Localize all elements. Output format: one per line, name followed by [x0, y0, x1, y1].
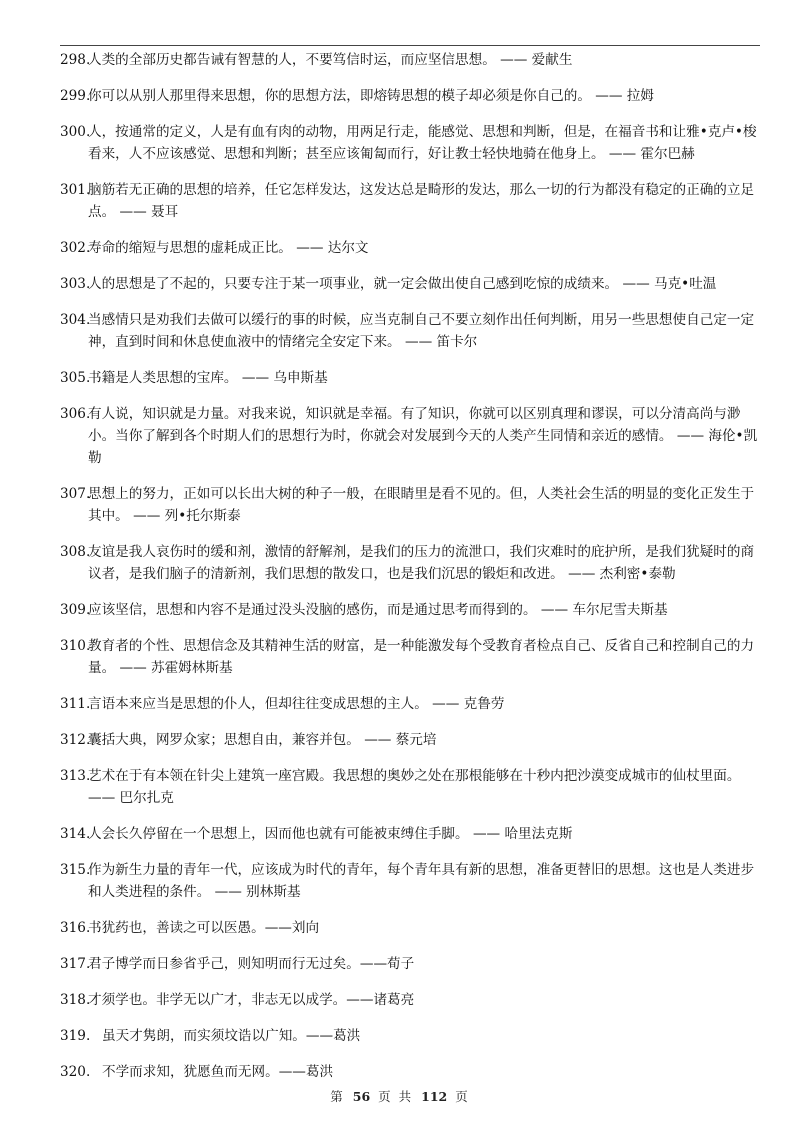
- quote-number: 302.: [60, 240, 91, 256]
- quote-number: 316.: [60, 920, 91, 936]
- quote-text: 言语本来应当是思想的仆人，但却往往变成思想的主人。 —— 克鲁劳: [88, 696, 505, 712]
- quote-text: 作为新生力量的青年一代，应该成为时代的青年，每个青年具有新的思想，准备更替旧的思想。这也是人类进步和人类进程的条件。 —— 别林斯基: [88, 862, 755, 900]
- quote-number: 306.: [60, 406, 91, 422]
- quote-text: 当感情只是劝我们去做可以缓行的事的时候，应当克制自己不要立刻作出任何判断，用另一些思想使自己定一定神，直到时间和休息使血液中的情绪完全安定下来。 —— 笛卡尔: [88, 312, 755, 350]
- quote-number: 320.: [60, 1064, 91, 1080]
- quote-item: [60, 1025, 766, 1047]
- quote-item: [60, 483, 766, 527]
- quote-number: 315.: [60, 862, 91, 878]
- quote-item: [60, 693, 766, 715]
- quote-text: 不学而求知，犹愿鱼而无网。——葛洪: [102, 1064, 334, 1080]
- quote-item: [60, 541, 766, 585]
- quote-item: [60, 917, 766, 939]
- quote-number: 300.: [60, 124, 91, 140]
- quote-number: 298.: [60, 52, 91, 68]
- total-page-number: 112: [421, 1089, 448, 1104]
- quote-text: 才须学也。非学无以广才，非志无以成学。——诸葛亮: [88, 992, 415, 1008]
- page-footer: [0, 1087, 800, 1105]
- quote-item: [60, 367, 766, 389]
- quote-number: 311.: [60, 696, 91, 712]
- quote-number: 309.: [60, 602, 91, 618]
- quote-number: 314.: [60, 826, 91, 842]
- quote-number: 313.: [60, 768, 91, 784]
- quote-number: 310.: [60, 638, 91, 654]
- quote-item: [60, 121, 766, 165]
- quote-text: 君子博学而日参省乎己，则知明而行无过矣。——荀子: [88, 956, 415, 972]
- quote-text: 人类的全部历史都告诫有智慧的人，不要笃信时运，而应坚信思想。 —— 爱献生: [88, 52, 573, 68]
- quote-number: 307.: [60, 486, 91, 502]
- quote-text: 脑筋若无正确的思想的培养，任它怎样发达，这发达总是畸形的发达，那么一切的行为都没有稳定的正确的立足点。 —— 聂耳: [88, 182, 755, 220]
- quote-list: [60, 49, 766, 1097]
- quote-number: 301.: [60, 182, 91, 198]
- quote-text: 思想上的努力，正如可以长出大树的种子一般，在眼睛里是看不见的。但，人类社会生活的明显的变化正发生于其中。 —— 列•托尔斯泰: [88, 486, 755, 524]
- quote-number: 312.: [60, 732, 91, 748]
- quote-text: 人会长久停留在一个思想上，因而他也就有可能被束缚住手脚。 —— 哈里法克斯: [88, 826, 573, 842]
- footer-middle: 页 共: [378, 1089, 414, 1104]
- quote-text: 囊括大典，网罗众家；思想自由，兼容并包。 —— 蔡元培: [88, 732, 437, 748]
- footer-prefix: 第: [330, 1089, 345, 1104]
- quote-text: 书犹药也，善读之可以医愚。——刘向: [88, 920, 320, 936]
- quote-item: [60, 179, 766, 223]
- top-rule: [60, 45, 760, 46]
- quote-item: [60, 729, 766, 751]
- quote-item: [60, 403, 766, 469]
- quote-number: 304.: [60, 312, 91, 328]
- quote-text: 寿命的缩短与思想的虚耗成正比。 —— 达尔文: [88, 240, 369, 256]
- quote-item: [60, 49, 766, 71]
- quote-text: 书籍是人类思想的宝库。 —— 乌申斯基: [88, 370, 328, 386]
- quote-item: [60, 237, 766, 259]
- quote-item: [60, 953, 766, 975]
- quote-number: 308.: [60, 544, 91, 560]
- quote-item: [60, 599, 766, 621]
- quote-item: [60, 823, 766, 845]
- quote-item: [60, 85, 766, 107]
- quote-item: [60, 309, 766, 353]
- quote-number: 299.: [60, 88, 91, 104]
- quote-text: 人的思想是了不起的，只要专注于某一项事业，就一定会做出使自己感到吃惊的成绩来。 —— 马克•吐温: [88, 276, 717, 292]
- quote-text: 教育者的个性、思想信念及其精神生活的财富，是一种能激发每个受教育者检点自己、反省自己和控制自己的力量。 —— 苏霍姆林斯基: [88, 638, 755, 676]
- quote-number: 303.: [60, 276, 91, 292]
- quote-item: [60, 1061, 766, 1083]
- quote-text: 有人说，知识就是力量。对我来说，知识就是幸福。有了知识，你就可以区别真理和谬误，可以分清高尚与渺小。当你了解到各个时期人们的思想行为时，你就会对发展到今天的人类产生同情和亲近的感情。 —— 海伦•凯勒: [88, 406, 758, 466]
- quote-number: 319.: [60, 1028, 91, 1044]
- quote-number: 318.: [60, 992, 91, 1008]
- quote-text: 应该坚信，思想和内容不是通过没头没脑的感伤，而是通过思考而得到的。 —— 车尔尼雪夫斯基: [88, 602, 668, 618]
- quote-item: [60, 989, 766, 1011]
- quote-text: 友谊是我人哀伤时的缓和剂，激情的舒解剂，是我们的压力的流泄口，我们灾难时的庇护所，是我们犹疑时的商议者，是我们脑子的清新剂，我们思想的散发口，也是我们沉思的锻炬和改进。 —— 杰利密•泰勒: [88, 544, 755, 582]
- quote-item: [60, 635, 766, 679]
- quote-text: 虽天才隽朗，而实须坟诰以广知。——葛洪: [102, 1028, 361, 1044]
- quote-item: [60, 765, 766, 809]
- quote-text: 艺术在于有本领在针尖上建筑一座宫殿。我思想的奥妙之处在那根能够在十秒内把沙漠变成城市的仙杖里面。 —— 巴尔扎克: [88, 768, 741, 806]
- quote-item: [60, 859, 766, 903]
- quote-text: 人，按通常的定义，人是有血有肉的动物，用两足行走，能感觉、思想和判断，但是，在福音书和让雅•克卢•梭看来，人不应该感觉、思想和判断；甚至应该匍匐而行，好让教士轻快地骑在他身上。 —— 霍尔巴赫: [88, 124, 757, 162]
- current-page-number: 56: [352, 1089, 371, 1104]
- quote-text: 你可以从别人那里得来思想，你的思想方法，即熔铸思想的模子却必须是你自己的。 —— 拉姆: [88, 88, 654, 104]
- footer-suffix: 页: [455, 1089, 470, 1104]
- quote-item: [60, 273, 766, 295]
- quote-number: 305.: [60, 370, 91, 386]
- quote-number: 317.: [60, 956, 91, 972]
